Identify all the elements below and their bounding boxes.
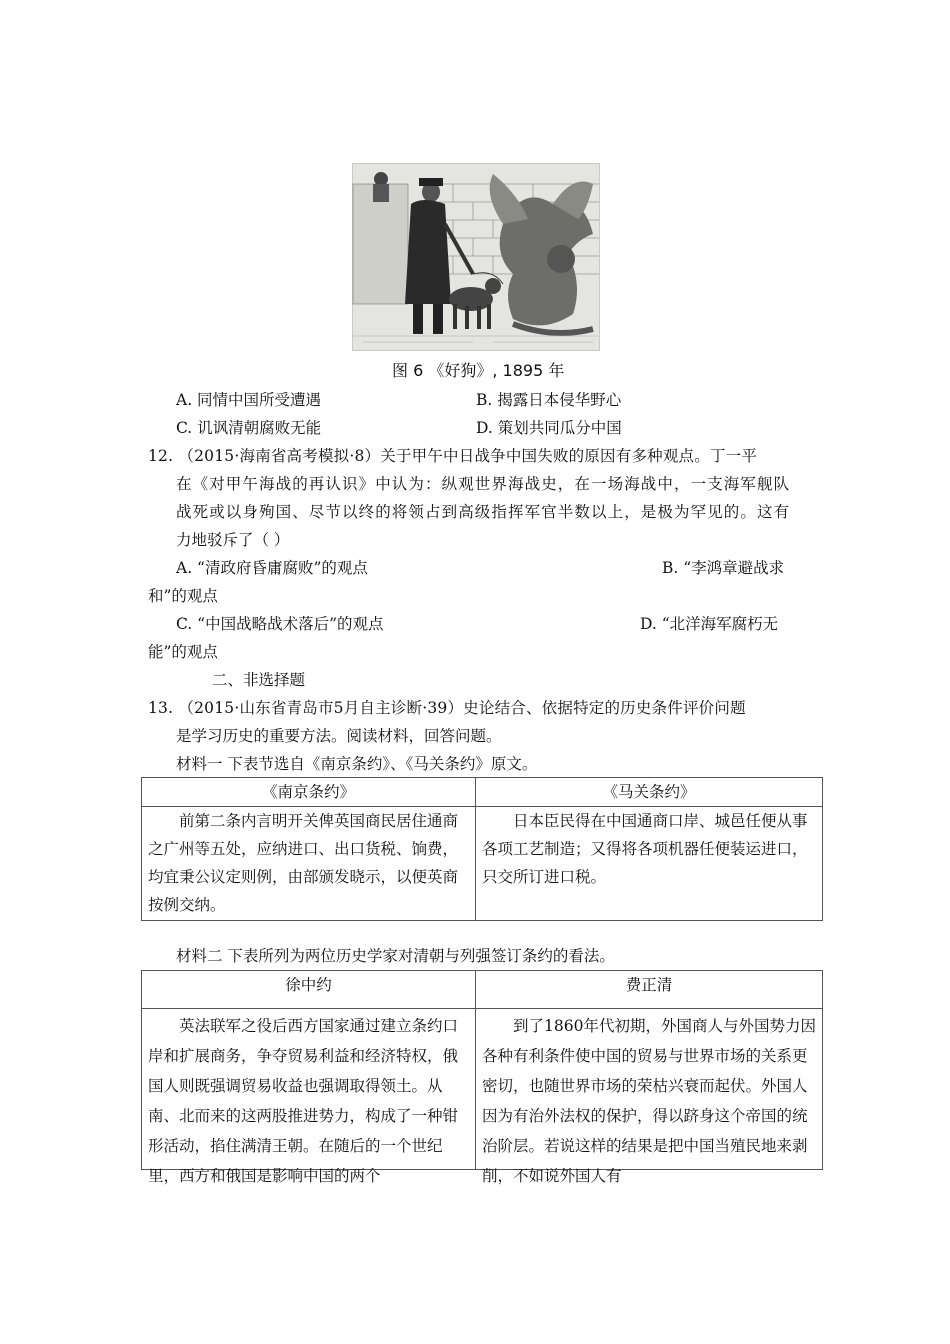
cartoon-illustration [353, 164, 599, 350]
q12-option-c: C. “中国战略战术落后”的观点 [176, 615, 384, 633]
q13-line-2: 是学习历史的重要方法。阅读材料，回答问题。 [176, 727, 502, 745]
q12-option-b-cont: 和”的观点 [148, 587, 218, 605]
fei-zhengqing-text: 到了1860年代初期，外国商人与外国势力因各种有利条件使中国的贸易与世界市场的关系更密切，也随世界市场的荣枯兴衰而起伏。外国人因为有治外法权的保护，得以跻身这个帝国的统治阶层。若说这样的结果是把中国当殖民地来剥削，不如说外国人有 [482, 1017, 816, 1185]
q12-line-4: 力地驳斥了（ ） [176, 531, 290, 549]
treaty-table [141, 777, 823, 921]
table-header-fei: 费正清 [476, 971, 823, 1009]
q11-option-d: D. 策划共同瓜分中国 [476, 419, 622, 437]
table-header-nanjing: 《南京条约》 [142, 778, 476, 807]
q12-option-a: A. “清政府昏庸腐败”的观点 [176, 559, 368, 577]
table-header-row [142, 971, 823, 1009]
table-header-maguan: 《马关条约》 [476, 778, 823, 807]
table-row [142, 807, 823, 921]
q12-line-2: 在《对甲午海战的再认识》中认为：纵观世界海战史，在一场海战中，一支海军舰队 [176, 475, 791, 493]
material2-intro: 材料二 下表所列为两位历史学家对清朝与列强签订条约的看法。 [176, 947, 615, 965]
maguan-treaty-text: 日本臣民得在中国通商口岸、城邑任便从事各项工艺制造；又得将各项机器任便装运进口，只交所订进口税。 [482, 812, 808, 886]
table-header-xu: 徐中约 [142, 971, 476, 1009]
cartoon-figure [352, 163, 600, 351]
historian-table [141, 970, 823, 1185]
xu-zhongyue-text: 英法联军之役后西方国家通过建立条约口岸和扩展商务，争夺贸易利益和经济特权，俄国人则既强调贸易收益也强调取得领土。从南、北而来的这两股推进势力，构成了一种钳形活动，掐住满清王朝。在随后的一个世纪里，西方和俄国是影响中国的两个 [148, 1017, 459, 1185]
section-heading: 二、非选择题 [212, 671, 306, 689]
table-row [142, 1009, 823, 1170]
q12-option-d-cont: 能”的观点 [148, 643, 218, 661]
q12-line-1: 12. （2015·海南省高考模拟·8）关于甲午中日战争中国失败的原因有多种观点。丁一平 [148, 447, 758, 465]
q12-line-3: 战死或以身殉国、尽节以终的将领占到高级指挥军官半数以上，是极为罕见的。这有 [176, 503, 791, 521]
q11-option-a: A. 同情中国所受遭遇 [176, 391, 322, 409]
nanjing-treaty-text: 前第二条内言明开关俾英国商民居住通商之广州等五处，应纳进口、出口货税、饷费，均宜秉公议定则例，由部颁发晓示，以便英商按例交纳。 [148, 812, 459, 914]
material1-intro: 材料一 下表节选自《南京条约》、《马关条约》原文。 [176, 755, 538, 773]
table-header-row [142, 778, 823, 807]
q11-option-b: B. 揭露日本侵华野心 [476, 391, 622, 409]
figure-caption: 图 6 《好狗》, 1895 年 [392, 361, 565, 380]
q12-option-b: B. “李鸿章避战求 [662, 559, 785, 577]
q13-line-1: 13. （2015·山东省青岛市5月自主诊断·39）史论结合、依据特定的历史条件评价问题 [148, 699, 746, 717]
q12-option-d: D. “北洋海军腐朽无 [640, 615, 779, 633]
q11-option-c: C. 讥讽清朝腐败无能 [176, 419, 322, 437]
